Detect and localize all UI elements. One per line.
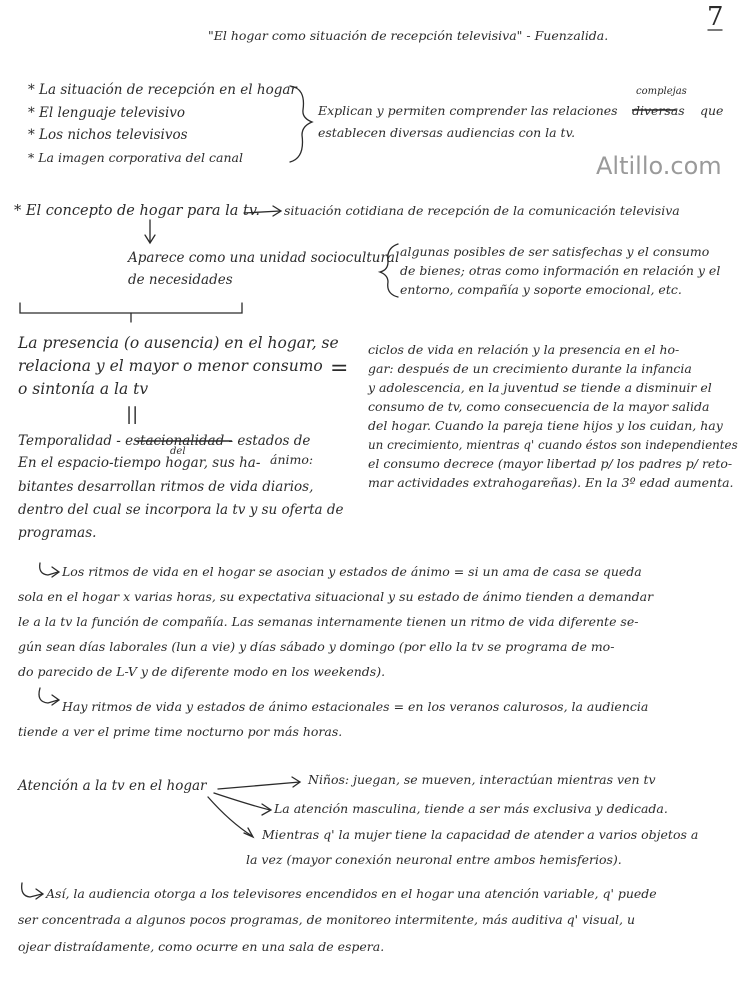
concept-right: situación cotidiana de recepción de la comunicación televisiva [284, 203, 680, 218]
attention-branch: la vez (mayor conexión neuronal entre ambos hemisferios). [246, 852, 622, 867]
temporal-line-3: bitantes desarrollan ritmos de vida diarios, [18, 479, 314, 495]
attention-branch: Niños: juegan, se mueven, interactúan mientras ven tv [308, 772, 656, 787]
concept-heading: * El concepto de hogar para la tv. [14, 203, 260, 219]
list-item: * La imagen corporativa del canal [28, 150, 243, 165]
bracket-under [20, 303, 242, 313]
temporal-insert: del [170, 446, 186, 457]
temporal-line-5: programas. [18, 525, 97, 541]
temporal-line-1: Temporalidad - estacionalidad - estados de [18, 433, 311, 449]
attention-branch: Mientras q' la mujer tiene la capacidad de atender a varios objetos a [262, 827, 699, 842]
cycle-line: del hogar. Cuando la pareja tiene hijos y los cuidan, hay [368, 418, 723, 433]
parallel-sign: || [126, 404, 139, 425]
page-number: 7 [707, 2, 724, 32]
paragraph-line: Hay ritmos de vida y estados de ánimo estacionales = en los veranos calurosos, la audiencia [62, 699, 649, 714]
que-word: que [700, 103, 724, 118]
cycle-line: gar: después de un crecimiento durante la infancia [368, 361, 692, 376]
attention-arrow-1 [218, 782, 300, 789]
animo-word: ánimo: [270, 452, 314, 467]
unit-line-1: Aparece como una unidad sociocultural [128, 250, 400, 266]
paragraph-line: tiende a ver el prime time nocturno por más horas. [18, 724, 343, 739]
explain-line-2: establecen diversas audiencias con la tv. [318, 125, 576, 140]
list-item: * El lenguaje televisivo [28, 105, 186, 121]
cycle-line: el consumo decrece (mayor libertad p/ los padres p/ reto- [368, 456, 733, 471]
attention-label: Atención a la tv en el hogar [18, 778, 207, 794]
unit-line-2: de necesidades [128, 272, 233, 288]
hook-arrow-2 [39, 688, 58, 703]
attention-arrow-2 [214, 793, 270, 810]
watermark: Altillo.com [596, 152, 722, 180]
cycle-line: mar actividades extrahogareñas). En la 3º edad aumenta. [368, 475, 734, 490]
attention-branch: La atención masculina, tiende a ser más exclusiva y dedicada. [274, 801, 668, 816]
paragraph-line: ser concentrada a algunos pocos programas, de monitoreo intermitente, más auditiva q' visual, u [18, 912, 636, 927]
cycle-line: consumo de tv, como consecuencia de la mayor salida [368, 399, 710, 414]
paragraph-line: le a la tv la función de compañía. Las semanas internamente tienen un ritmo de vida diferente se- [18, 614, 639, 629]
hook-arrow-3 [22, 883, 42, 897]
equals-sign: = [330, 356, 349, 381]
paragraph-line: ojear distraídamente, como ocurre en una sala de espera. [18, 939, 385, 954]
paragraph-line: sola en el hogar x varias horas, su expectativa situacional y su estado de ánimo tienden a demandar [18, 589, 654, 604]
cycle-line: un crecimiento, mientras q' cuando éstos son independientes [368, 437, 738, 452]
cycle-line: ciclos de vida en relación y la presencia en el ho- [368, 342, 680, 357]
list-item: * La situación de recepción en el hogar [28, 82, 297, 98]
page-title: "El hogar como situación de recepción televisiva" - Fuenzalida. [208, 28, 609, 43]
needs-line-1: algunas posibles de ser satisfechas y el consumo [400, 244, 710, 259]
needs-line-2: de bienes; otras como información en relación y el [400, 263, 721, 278]
presence-line-2: relaciona y el mayor o menor consumo [18, 357, 323, 375]
cycle-line: y adolescencia, en la juventud se tiende a disminuir el [368, 380, 712, 395]
temporal-line-4: dentro del cual se incorpora la tv y su oferta de [18, 502, 344, 518]
paragraph-line: Así, la audiencia otorga a los televisores encendidos en el hogar una atención variable, q' puede [46, 886, 657, 901]
explain-line-1: Explican y permiten comprender las relaciones [318, 103, 618, 118]
paragraph-line: gún sean días laborales (lun a vie) y días sábado y domingo (por ello la tv se programa de mo- [18, 639, 615, 654]
insert-word: complejas [636, 86, 687, 97]
paragraph-line: do parecido de L-V y de diferente modo en los weekends). [18, 664, 386, 679]
list-item: * Los nichos televisivos [28, 127, 188, 143]
crossed-word: diversas [632, 103, 685, 118]
temporal-line-2: En el espacio-tiempo hogar, sus ha- [18, 455, 261, 471]
paragraph-line: Los ritmos de vida en el hogar se asocian y estados de ánimo = si un ama de casa se queda [62, 564, 642, 579]
presence-line-1: La presencia (o ausencia) en el hogar, se [18, 334, 339, 352]
presence-line-3: o sintonía a la tv [18, 380, 149, 398]
needs-line-3: entorno, compañía y soporte emocional, etc. [400, 282, 682, 297]
